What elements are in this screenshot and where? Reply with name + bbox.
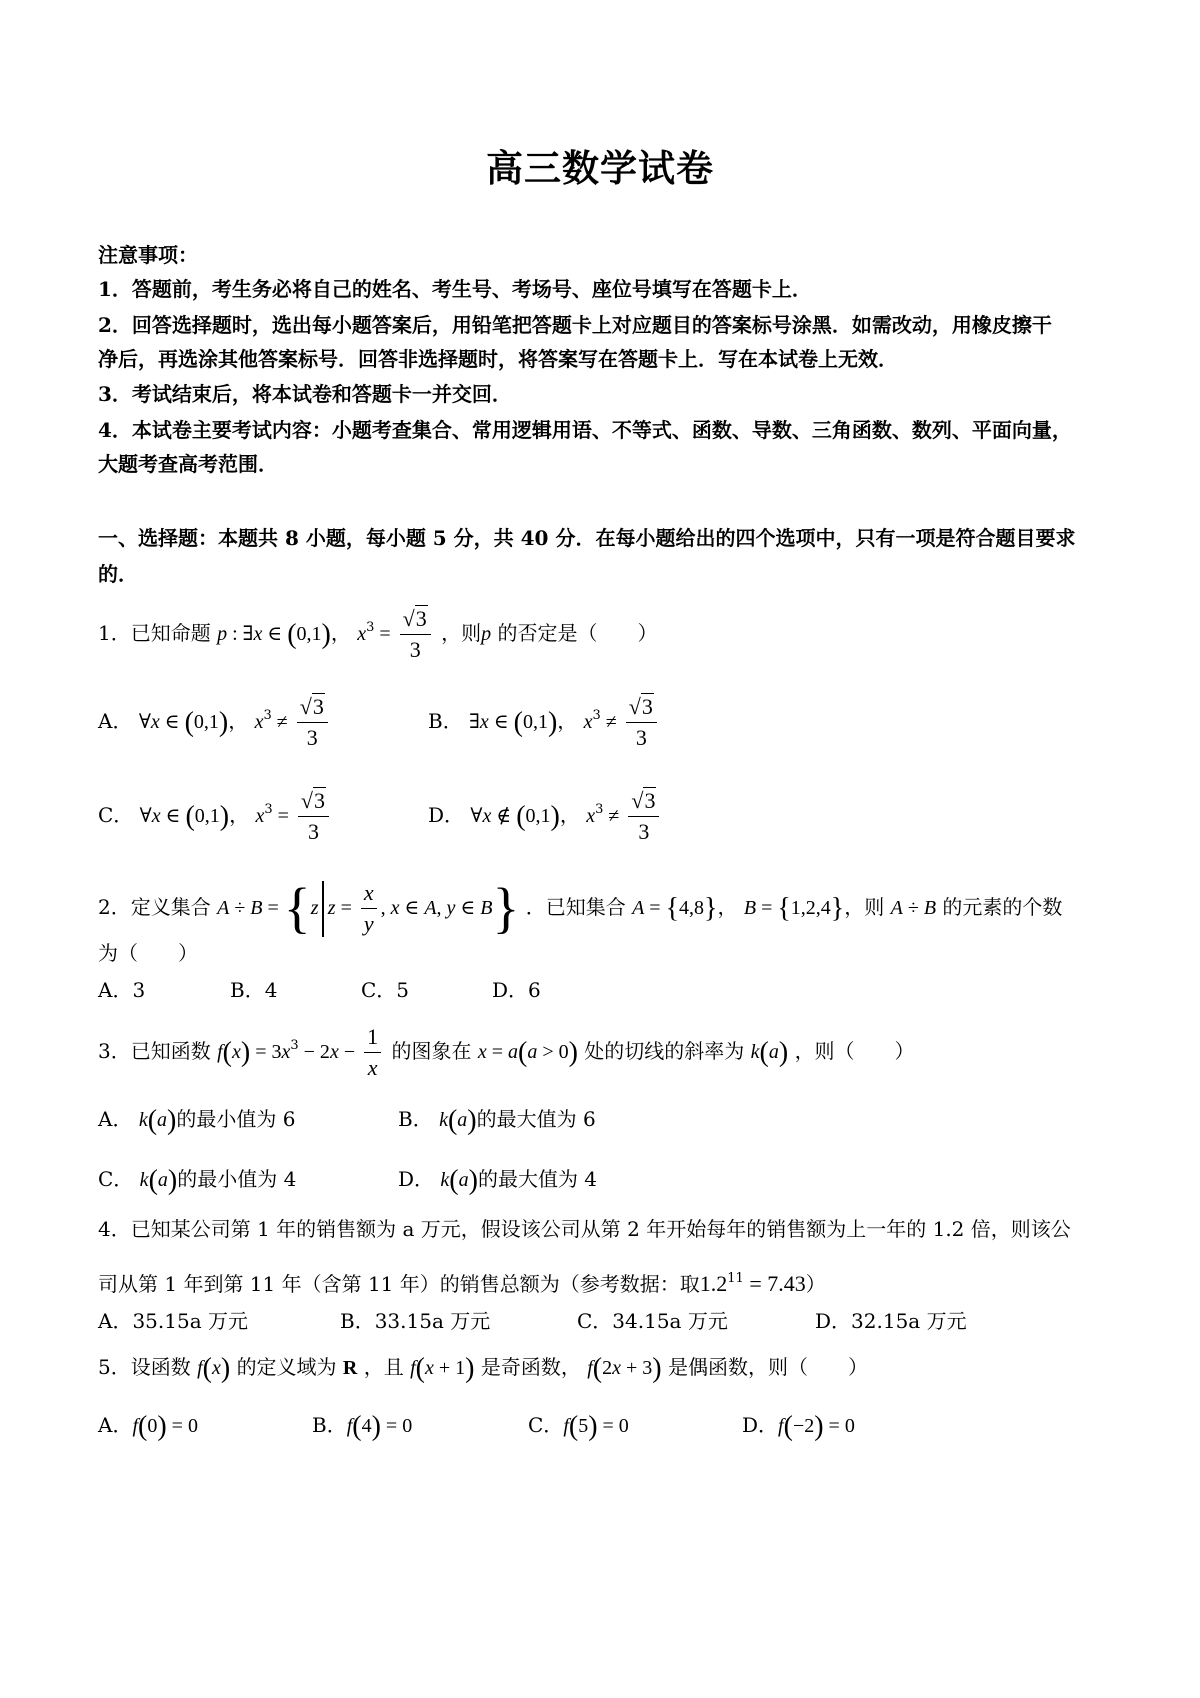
q3-mid2: 处的切线的斜率为 [584,1039,745,1063]
q5-option-d: D．f(−2) = 0 [742,1411,855,1442]
question-5: 5．设函数 f(x) 的定义域为 R ，且 f(x + 1) 是奇函数， f(2x + 3) 是偶函数，则（ ） [98,1353,868,1384]
q3-option-d-text: 的最大值为 4 [477,1167,598,1191]
q3-option-c: C． k(a)的最小值为 4 [98,1165,297,1196]
q2-option-c: C．5 [361,978,410,1002]
q3-pre: 3．已知函数 [98,1039,211,1063]
q5-mid1: 的定义域为 [236,1355,337,1379]
q3-option-a: A． k(a)的最小值为 6 [98,1105,296,1136]
q3-option-b-label: B． [398,1107,433,1131]
q2-option-a: A．3 [98,978,146,1002]
q2-option-b: B．4 [230,978,278,1002]
q2-tail: 的元素的个数 [942,895,1063,919]
q5-option-a-label: A． [98,1413,133,1437]
q5-option-c: C．f(5) = 0 [528,1411,629,1442]
q1-option-d: D． ∀x ∉ (0,1)， $x^3$ ≠ $\frac{√3}{3}$ [428,786,663,847]
q4-option-d: D．32.15a 万元 [815,1309,967,1333]
q3-option-b-text: 的最大值为 6 [476,1107,596,1131]
q5-option-b-label: B． [312,1413,347,1437]
q3-tail: ，则（ ） [794,1039,915,1063]
q1-fraction: $\frac{√3}{3}$ [400,604,431,665]
q1-option-b-label: B． [428,709,463,733]
note-4b: 大题考查高考范围． [98,452,278,476]
note-4a: 4．本试卷主要考试内容：小题考查集合、常用逻辑用语、不等式、函数、导数、三角函数、数列、平面向量， [98,418,1072,442]
question-3: 3．已知函数 $f(x) = 3x^3 - 2x$ − $\frac{1}{x}$ 的图象在 x = a(a > 0) 处的切线的斜率为 k(a) ，则（ ） [98,1024,915,1080]
question-1: 1．已知命题 p : ∃x ∈ (0,1)， $x^3$ = $\frac{√3}{3}$ ，则p 的否定是（ ） [98,604,657,665]
q2-pre: 2．定义集合 [98,895,211,919]
note-2b: 净后，再选涂其他答案标号．回答非选择题时，将答案写在答题卡上．写在本试卷上无效． [98,347,898,371]
q4-option-a: A．35.15a 万元 [98,1309,248,1333]
q3-option-c-label: C． [98,1167,134,1191]
q1-tail: 的否定是（ ） [497,621,658,645]
q1-option-a: A． ∀x ∈ (0,1)， $x^3$ ≠ $\frac{√3}{3}$ [98,692,332,753]
page-title: 高三数学试卷 [486,146,714,190]
notes-heading: 注意事项： [98,243,198,267]
q1-option-c: C． ∀x ∈ (0,1)， $x^3$ = $\frac{√3}{3}$ [98,786,333,847]
section-1-line1: 一、选择题：本题共 8 小题，每小题 5 分，共 40 分．在每小题给出的四个选项中，只有一项是符合题目要求 [98,526,1076,550]
q4-line1: 4．已知某公司第 1 年的销售额为 a 万元，假设该公司从第 2 年开始每年的销售额为上一年的 1.2 倍，则该公 [98,1217,1071,1241]
section-1-line2: 的． [98,562,138,586]
q1-post: ，则 [441,621,482,645]
q5-option-c-label: C． [528,1413,564,1437]
q1-option-a-label: A． [98,709,133,733]
q5-mid2: ，且 [363,1355,404,1379]
note-2a: 2．回答选择题时，选出每小题答案后，用铅笔把答题卡上对应题目的答案标号涂黑．如需改动，用橡皮擦干 [98,313,1052,337]
q3-mid1: 的图象在 [391,1039,472,1063]
q1-option-d-label: D． [428,803,465,827]
q5-pre: 5．设函数 [98,1355,191,1379]
q5-tail: 是偶函数，则（ ） [667,1355,868,1379]
q4-line2-pre: 司从第 1 年到第 11 年（含第 11 年）的销售总额为（参考数据：取 [98,1272,700,1296]
note-3: 3．考试结束后，将本试卷和答题卡一并交回． [98,382,512,406]
q2-option-d: D．6 [492,978,541,1002]
q4-line2-post: ） [805,1272,826,1296]
q5-option-d-label: D． [742,1413,779,1437]
question-2: 2．定义集合 A ÷ B = {z z = $\frac{x}{y}$ , x ∈ A, y ∈ B} ．已知集合 A = {4,8}， B = {1,2,4}，则 A ÷ B 的元素的个数 [98,877,1063,940]
q4-option-c: C．34.15a 万元 [577,1309,728,1333]
q5-option-b: B．f(4) = 0 [312,1411,413,1442]
q3-option-d-label: D． [398,1167,435,1191]
note-1: 1．答题前，考生务必将自己的姓名、考生号、考场号、座位号填写在答题卡上． [98,277,812,301]
q3-option-a-label: A． [98,1107,133,1131]
q5-mid3: 是奇函数， [480,1355,581,1379]
q5-option-a: A．f(0) = 0 [98,1411,198,1442]
q3-option-a-text: 的最小值为 6 [176,1107,296,1131]
q3-option-b: B． k(a)的最大值为 6 [398,1105,596,1136]
q2-mid: ．已知集合 [525,895,626,919]
question-4-line2: 司从第 1 年到第 11 年（含第 11 年）的销售总额为（参考数据：取$1.2^{11} = 7.43$） [98,1271,826,1296]
q2-line2: 为（ ） [98,941,198,965]
q3-option-d: D． k(a)的最大值为 4 [398,1165,598,1196]
q4-option-b: B．33.15a 万元 [340,1309,491,1333]
q1-pre: 1．已知命题 [98,621,211,645]
q3-option-c-text: 的最小值为 4 [177,1167,297,1191]
q1-option-c-label: C． [98,803,134,827]
q1-option-b: B． ∃x ∈ (0,1)， $x^3$ ≠ $\frac{√3}{3}$ [428,692,661,753]
